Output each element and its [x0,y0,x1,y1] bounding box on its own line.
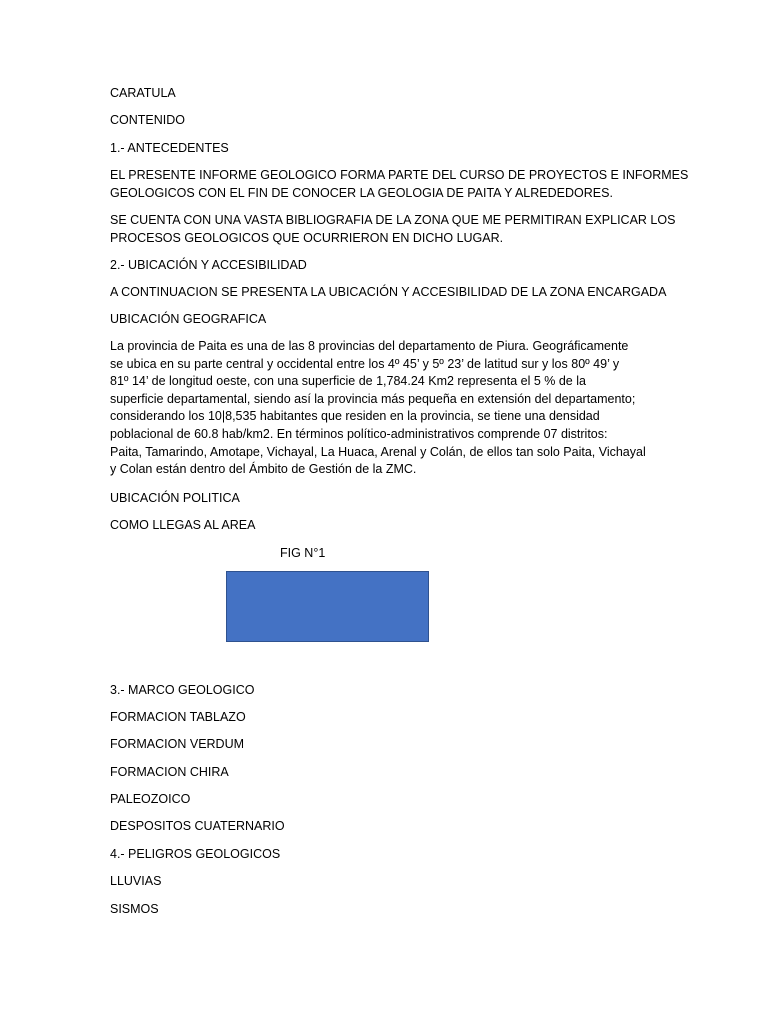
heading-ubicacion-geografica: UBICACIÓN GEOGRAFICA [110,312,267,326]
paragraph-line: se ubica en su parte central y occidental entre los 4º 45’ y 5º 23’ de latitud sur y los 80º 49’ y [110,356,620,371]
heading-caratula: CARATULA [110,86,176,100]
item-paleozoico: PALEOZOICO [110,792,191,806]
heading-ubicacion: 2.- UBICACIÓN Y ACCESIBILIDAD [110,258,307,272]
heading-ubicacion-politica: UBICACIÓN POLITICA [110,491,240,505]
paragraph-line: superficie departamental, siendo así la provincia más pequeña en extensión del departamento; [110,391,636,406]
item-formacion-chira: FORMACION CHIRA [110,765,229,779]
paragraph-line: GEOLOGICOS CON EL FIN DE CONOCER LA GEOLOGIA DE PAITA Y ALREDEDORES. [110,185,613,200]
paragraph-line: poblacional de 60.8 hab/km2. En términos político-administrativos comprende 07 distritos: [110,426,608,441]
item-lluvias: LLUVIAS [110,874,162,888]
heading-antecedentes: 1.- ANTECEDENTES [110,141,229,155]
heading-contenido: CONTENIDO [110,113,185,127]
paragraph-line: La provincia de Paita es una de las 8 provincias del departamento de Piura. Geográficamente [110,339,629,353]
item-formacion-verdum: FORMACION VERDUM [110,737,245,751]
paragraph-line: PROCESOS GEOLOGICOS QUE OCURRIERON EN DICHO LUGAR. [110,230,504,245]
ubicacion-intro: A CONTINUACION SE PRESENTA LA UBICACIÓN Y ACCESIBILIDAD DE LA ZONA ENCARGADA [110,285,667,299]
heading-peligros-geologicos: 4.- PELIGROS GEOLOGICOS [110,847,281,861]
paragraph-line: EL PRESENTE INFORME GEOLOGICO FORMA PARTE DEL CURSO DE PROYECTOS E INFORMES [110,168,689,182]
item-despositos-cuaternario: DESPOSITOS CUATERNARIO [110,819,285,833]
heading-como-llegas: COMO LLEGAS AL AREA [110,518,256,532]
figure-placeholder [226,571,429,642]
item-sismos: SISMOS [110,902,159,916]
item-formacion-tablazo: FORMACION TABLAZO [110,710,246,724]
paragraph-ubicacion-geografica [110,338,666,479]
paragraph-line: 81º 14’ de longitud oeste, con una superficie de 1,784.24 Km2 representa el 5 % de la [110,374,586,389]
paragraph-line: Paita, Tamarindo, Amotape, Vichayal, La Huaca, Arenal y Colán, de ellos tan solo Paita, Vichayal [110,444,646,459]
paragraph-line: considerando los 10|8,535 habitantes que residen en la provincia, se tiene una densidad [110,409,600,424]
paragraph-antecedentes-2 [110,212,676,247]
paragraph-antecedentes-1 [110,167,689,202]
paragraph-line: y Colan están dentro del Ámbito de Gestión de la ZMC. [110,462,417,477]
paragraph-line: SE CUENTA CON UNA VASTA BIBLIOGRAFIA DE LA ZONA QUE ME PERMITIRAN EXPLICAR LOS [110,213,676,227]
figure-label: FIG N°1 [280,546,326,560]
heading-marco-geologico: 3.- MARCO GEOLOGICO [110,683,255,697]
